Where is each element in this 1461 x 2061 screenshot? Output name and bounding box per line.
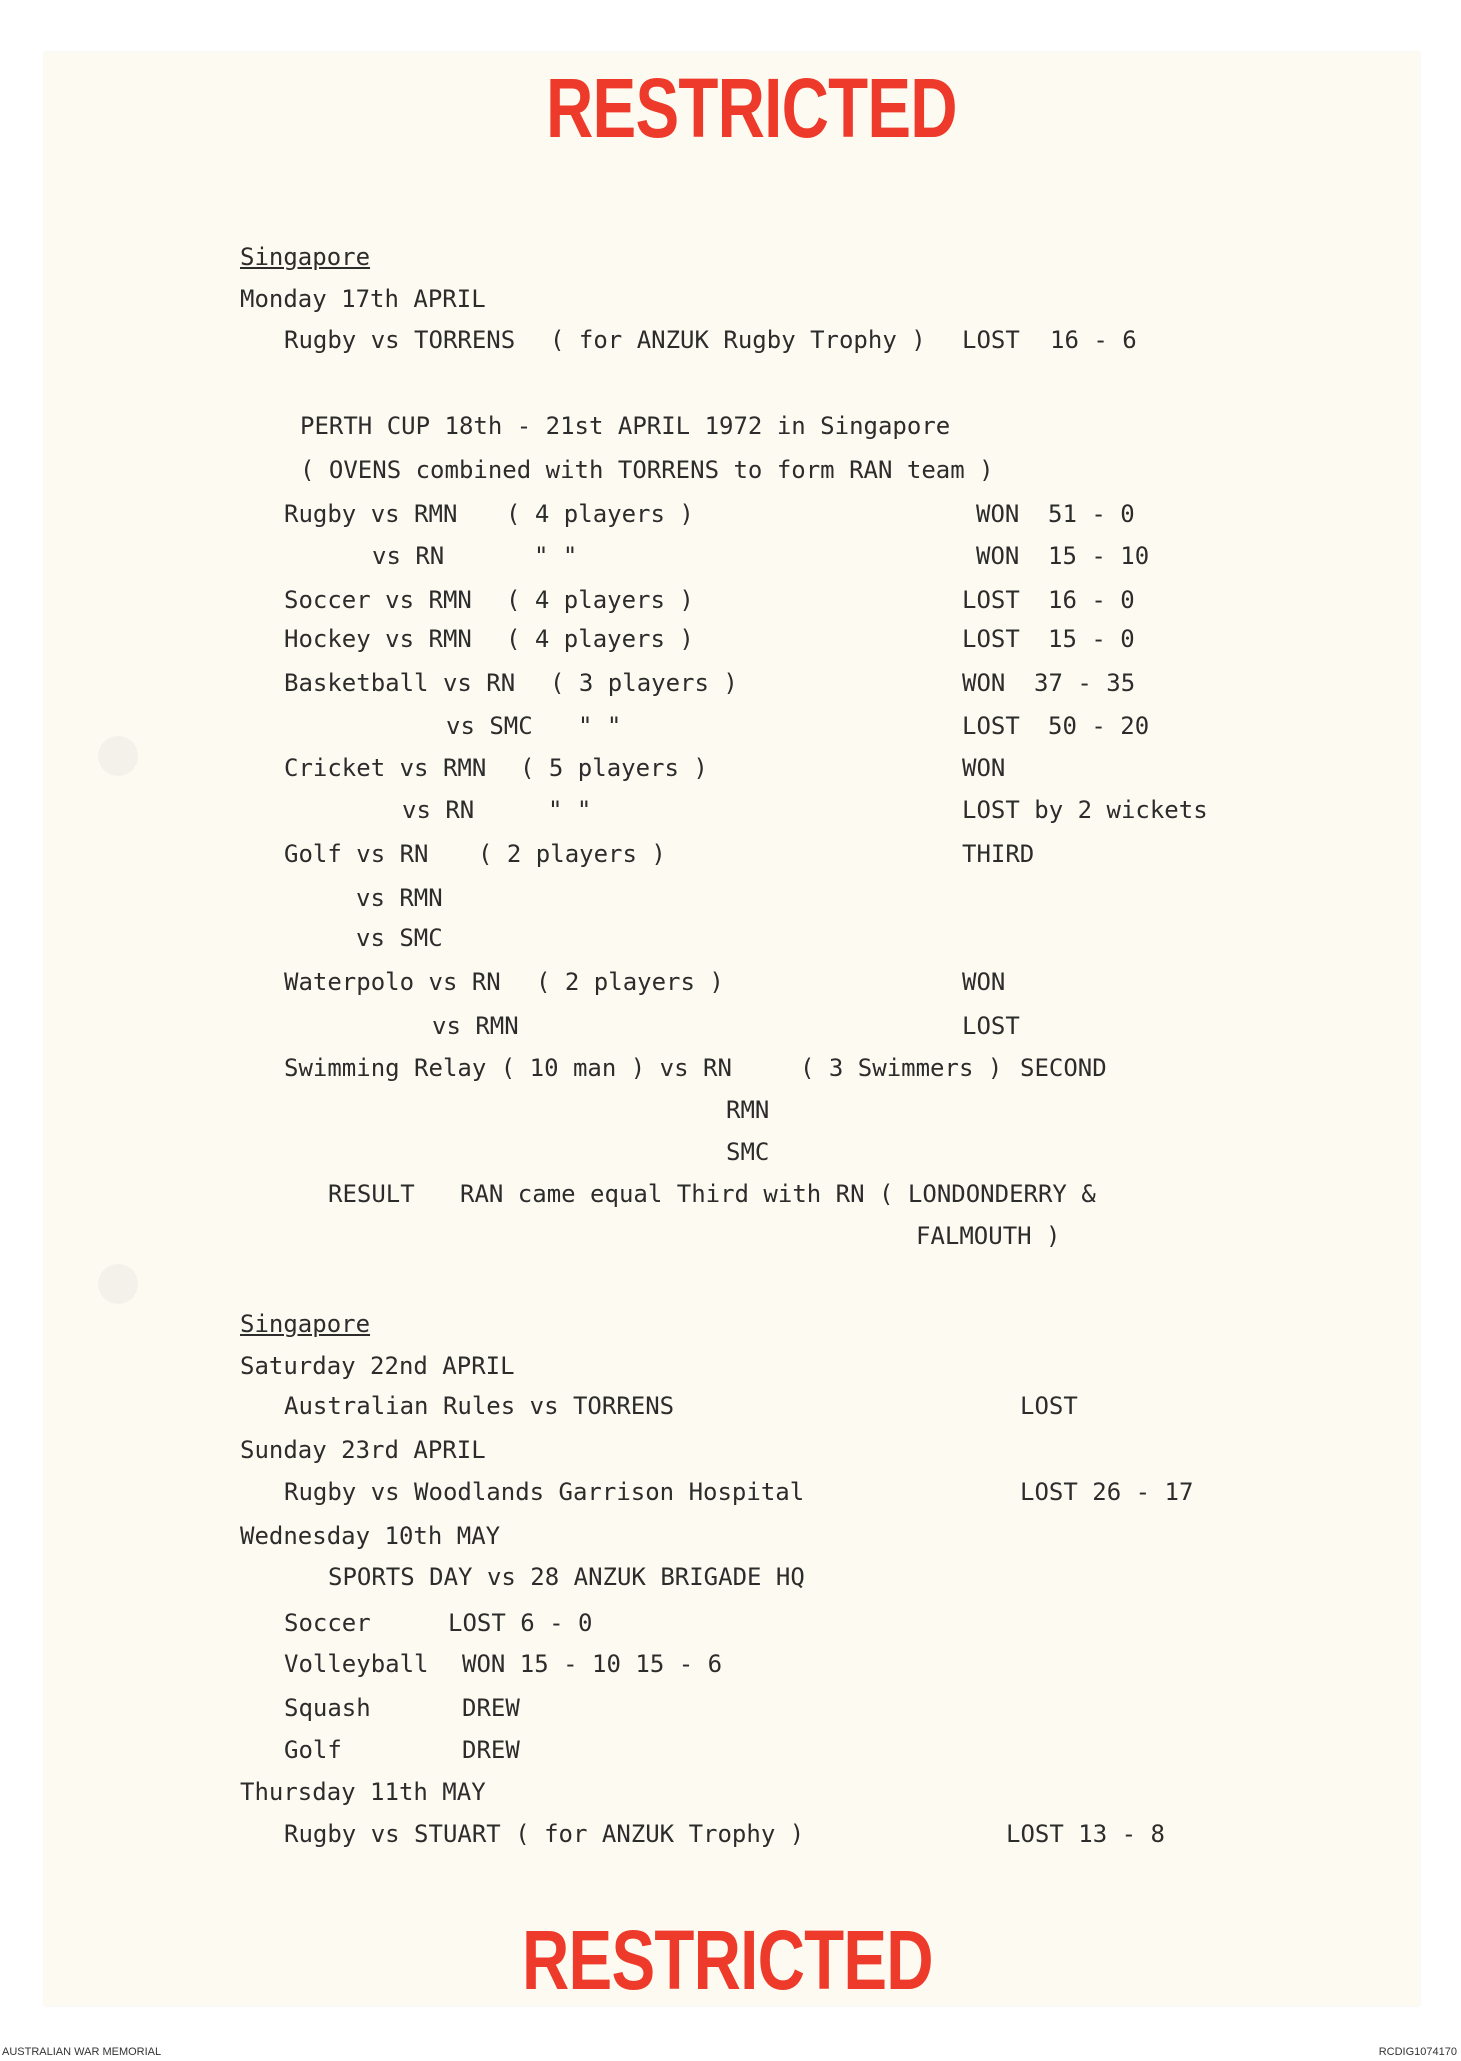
- row-event: vs RMN: [356, 884, 443, 912]
- sport-name: Squash: [284, 1694, 371, 1722]
- row-score: 37 - 35: [1034, 669, 1136, 697]
- punch-hole: [98, 1264, 138, 1304]
- row-event: Waterpolo vs RN: [284, 968, 501, 996]
- row-event: Basketball vs RN: [284, 669, 516, 697]
- sport-result: DREW: [462, 1736, 520, 1764]
- event-label: Rugby vs Woodlands Garrison Hospital: [284, 1478, 805, 1506]
- row-event: Swimming Relay ( 10 man ) vs RN: [284, 1054, 732, 1082]
- sport-name: Soccer: [284, 1609, 371, 1637]
- sports-day-heading: SPORTS DAY vs 28 ANZUK BRIGADE HQ: [328, 1563, 805, 1591]
- row-result: WON: [962, 968, 1006, 996]
- row-result: LOST: [962, 712, 1020, 740]
- row-note: ( 5 players ): [520, 754, 708, 782]
- sport-result: DREW: [462, 1694, 520, 1722]
- location-heading: Singapore: [240, 1310, 371, 1338]
- row-score: 16 - 0: [1048, 586, 1135, 614]
- result-heading: RESULT: [328, 1180, 415, 1208]
- row-note: " ": [534, 542, 578, 570]
- date-line: Saturday 22nd APRIL: [240, 1352, 515, 1380]
- row-result: LOST: [962, 625, 1020, 653]
- row-note: ( 3 players ): [550, 669, 738, 697]
- result-text: RAN came equal Third with RN ( LONDONDERRY &: [460, 1180, 1096, 1208]
- row-event: vs SMC: [356, 924, 443, 952]
- sport-name: Golf: [284, 1736, 342, 1764]
- row-event: Soccer vs RMN: [284, 586, 472, 614]
- restricted-stamp-top: RESTRICTED: [546, 61, 957, 155]
- result-label: LOST: [962, 326, 1020, 354]
- row-note: " ": [548, 796, 592, 824]
- perth-cup-title: PERTH CUP 18th - 21st APRIL 1972 in Singapore: [300, 412, 951, 440]
- row-result: WON: [962, 669, 1006, 697]
- row-result: WON: [962, 754, 1006, 782]
- row-score: 15 - 10: [1048, 542, 1150, 570]
- perth-cup-subtitle: ( OVENS combined with TORRENS to form RAN team ): [300, 456, 994, 484]
- row-result: LOST: [962, 1012, 1020, 1040]
- row-note: ( 2 players ): [536, 968, 724, 996]
- event-label: Rugby vs STUART ( for ANZUK Trophy ): [284, 1820, 805, 1848]
- row-note: ( 4 players ): [506, 625, 694, 653]
- date-line: Wednesday 10th MAY: [240, 1522, 501, 1550]
- result-text-continued: FALMOUTH ): [916, 1222, 1061, 1250]
- row-result: SECOND: [1020, 1054, 1107, 1082]
- date-line: Sunday 23rd APRIL: [240, 1436, 486, 1464]
- row-event: Golf vs RN: [284, 840, 429, 868]
- row-score: 15 - 0: [1048, 625, 1135, 653]
- score-label: 16 - 6: [1050, 326, 1137, 354]
- row-event: Hockey vs RMN: [284, 625, 472, 653]
- row-note: " ": [578, 712, 622, 740]
- event-label: Australian Rules vs TORRENS: [284, 1392, 675, 1420]
- row-note: ( 2 players ): [478, 840, 666, 868]
- date-line: Monday 17th APRIL: [240, 285, 486, 313]
- row-result: WON: [976, 500, 1020, 528]
- row-note: ( 4 players ): [506, 500, 694, 528]
- sport-result: WON 15 - 10 15 - 6: [462, 1650, 723, 1678]
- result-label: LOST 26 - 17: [1020, 1478, 1194, 1506]
- result-label: LOST 13 - 8: [1006, 1820, 1165, 1848]
- row-event: vs RN: [372, 542, 445, 570]
- restricted-stamp-bottom: RESTRICTED: [522, 1913, 933, 2007]
- row-event: vs RN: [402, 796, 475, 824]
- row-score: 51 - 0: [1048, 500, 1135, 528]
- row-note: ( 4 players ): [506, 586, 694, 614]
- row-event: SMC: [726, 1138, 770, 1166]
- sport-result: LOST 6 - 0: [448, 1609, 593, 1637]
- archive-credit: AUSTRALIAN WAR MEMORIAL: [2, 2046, 162, 2058]
- location-heading: Singapore: [240, 243, 371, 271]
- row-event: Cricket vs RMN: [284, 754, 487, 782]
- event-label: Rugby vs TORRENS: [284, 326, 516, 354]
- row-event: vs SMC: [446, 712, 533, 740]
- archive-reference: RCDIG1074170: [1378, 2046, 1457, 2058]
- date-line: Thursday 11th MAY: [240, 1778, 486, 1806]
- row-event: RMN: [726, 1096, 770, 1124]
- row-event: Rugby vs RMN: [284, 500, 458, 528]
- result-label: LOST: [1020, 1392, 1078, 1420]
- row-result: LOST by 2 wickets: [962, 796, 1208, 824]
- row-result: WON: [976, 542, 1020, 570]
- punch-hole: [98, 736, 138, 776]
- sport-name: Volleyball: [284, 1650, 429, 1678]
- row-result: LOST: [962, 586, 1020, 614]
- row-result: THIRD: [962, 840, 1035, 868]
- row-score: 50 - 20: [1048, 712, 1150, 740]
- event-note: ( for ANZUK Rugby Trophy ): [550, 326, 926, 354]
- row-note: ( 3 Swimmers ): [800, 1054, 1003, 1082]
- row-event: vs RMN: [432, 1012, 519, 1040]
